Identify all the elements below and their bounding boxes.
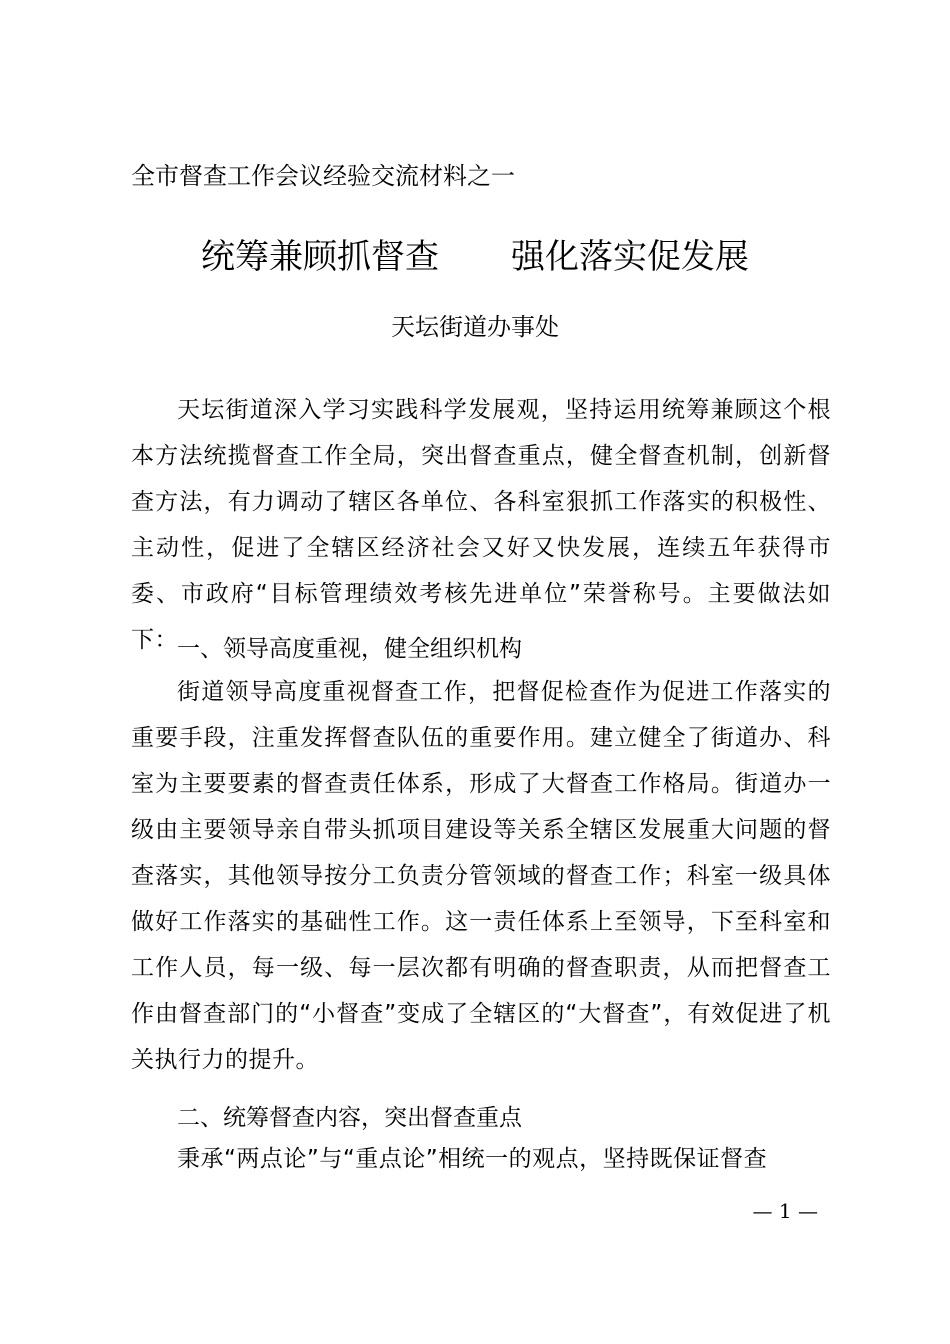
series-label: 全市督查工作会议经验交流材料之一 <box>131 162 515 190</box>
author-organization: 天坛街道办事处 <box>391 313 559 341</box>
paragraph-section-1: 街道领导高度重视督查工作，把督促检查作为促进工作落实的重要手段，注重发挥督查队伍的重要作用。建立健全了街道办、科室为主要要素的督查责任体系，形成了大督查工作格局。街道办一级由主要领导亲自带头抓项目建设等关系全辖区发展重大问题的督查落实，其他领导按分工负责分管领域的督查工作；科室一级具体做好工作落实的基础性工作。这一责任体系上至领导，下至科室和工作人员，每一级、每一层次都有明确的督查职责，从而把督查工作由督查部门的“小督查”变成了全辖区的“大督查”，有效促进了机关执行力的提升。 <box>131 679 831 1073</box>
page-number: — 1 — <box>752 1199 818 1223</box>
document-title <box>0 232 950 282</box>
section-heading-2: 二、统筹督查内容，突出督查重点 <box>177 1105 522 1131</box>
paragraph-intro: 天坛街道深入学习实践科学发展观，坚持运用统筹兼顾这个根本方法统揽督查工作全局，突出督查重点，健全督查机制，创新督查方法，有力调动了辖区各单位、各科室狠抓工作落实的积极性、主动性，促进了全辖区经济社会又好又快发展，连续五年获得市委、市政府“目标管理绩效考核先进单位”荣誉称号。主要做法如下： <box>131 397 831 653</box>
title-part-1: 统筹兼顾抓督查 <box>201 237 439 277</box>
section-heading-1: 一、领导高度重视，健全组织机构 <box>177 636 522 662</box>
title-part-2: 强化落实促发展 <box>511 237 749 277</box>
paragraph-section-2: 秉承“两点论”与“重点论”相统一的观点，坚持既保证督查 <box>177 1146 768 1172</box>
